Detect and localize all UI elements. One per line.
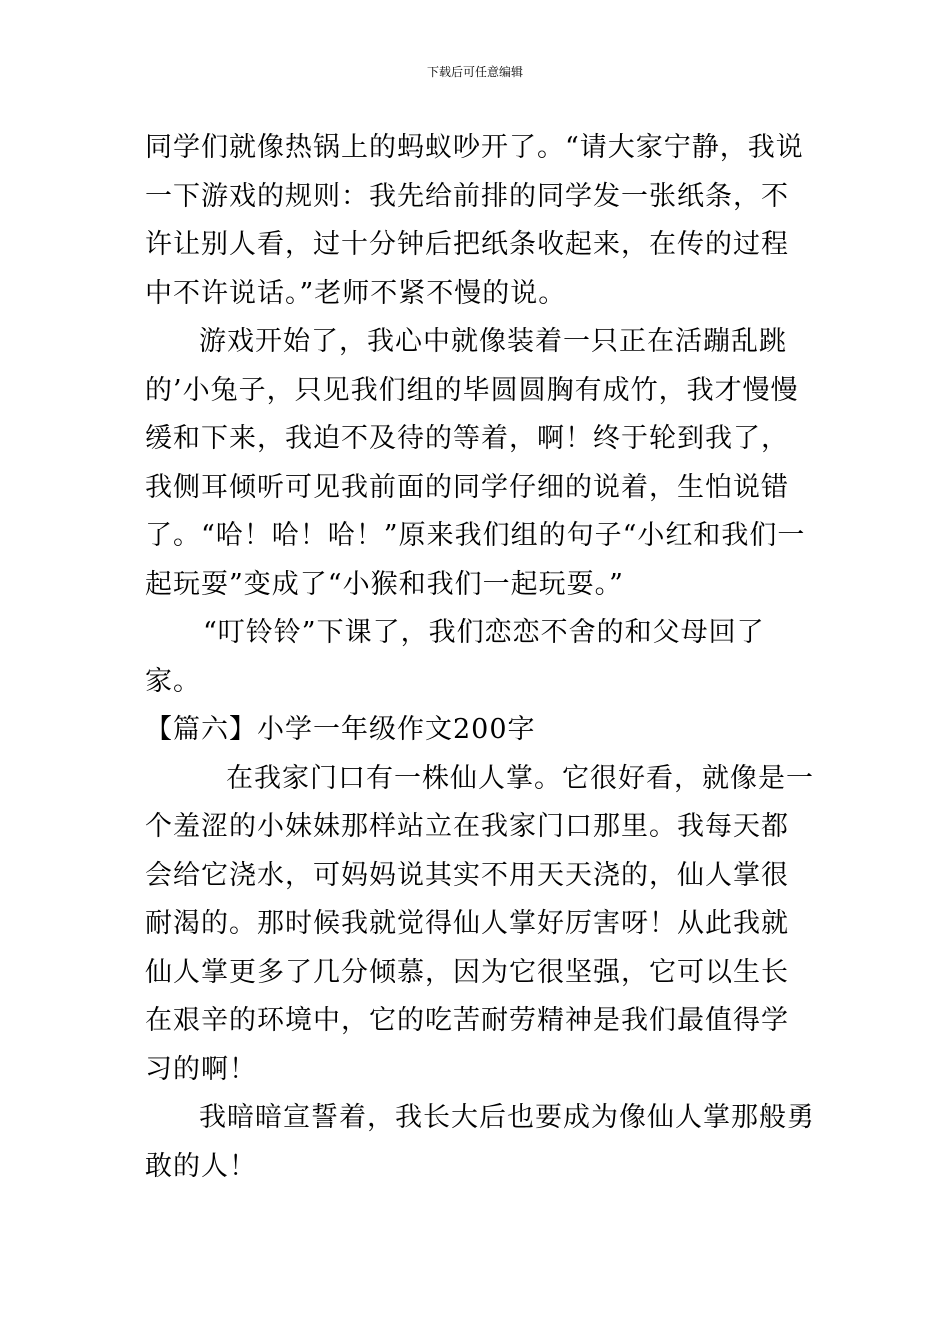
page-header-note: 下载后可任意编辑 [426, 65, 523, 79]
paragraph-game-starts: 游戏开始了，我心中就像装着一只正在活蹦乱跳的’小兔子，只见我们组的毕圆圆胸有成竹，我才慢慢缓和下来，我迫不及待的等着，啊！终于轮到我了，我侧耳倾听可见我前面的同学仔细的说着，生怕说错了。“哈！哈！哈！”原来我们组的句子“小红和我们一起玩耍”变成了“小猴和我们一起玩耍。” [145, 326, 806, 600]
document-body [145, 124, 815, 1191]
paragraph-class-over: “叮铃铃”下课了，我们恋恋不舍的和父母回了家。 [145, 617, 765, 697]
paragraph-cactus: 在我家门口有一株仙人掌。它很好看，就像是一个羞涩的小妹妹那样站立在我家门口那里。我每天都会给它浇水，可妈妈说其实不用天天浇的，仙人掌很耐渴的。那时候我就觉得仙人掌好厉害呀！从此我就仙人掌更多了几分倾慕，因为它很坚强，它可以生长在艰辛的环境中，它的吃苦耐劳精神是我们最值得学习的啊！ [145, 762, 814, 1085]
paragraph-classroom-game-rules: 同学们就像热锅上的蚂蚁吵开了。“请大家宁静，我说一下游戏的规则：我先给前排的同学发一张纸条，不许让别人看，过十分钟后把纸条收起来，在传的过程中不许说话。”老师不紧不慢的说。 [145, 132, 804, 309]
paragraph-vow: 我暗暗宣誓着，我长大后也要成为像仙人掌那般勇敢的人！ [145, 1102, 815, 1182]
section-heading: 【篇六】小学一年级作文200字 [145, 714, 536, 745]
